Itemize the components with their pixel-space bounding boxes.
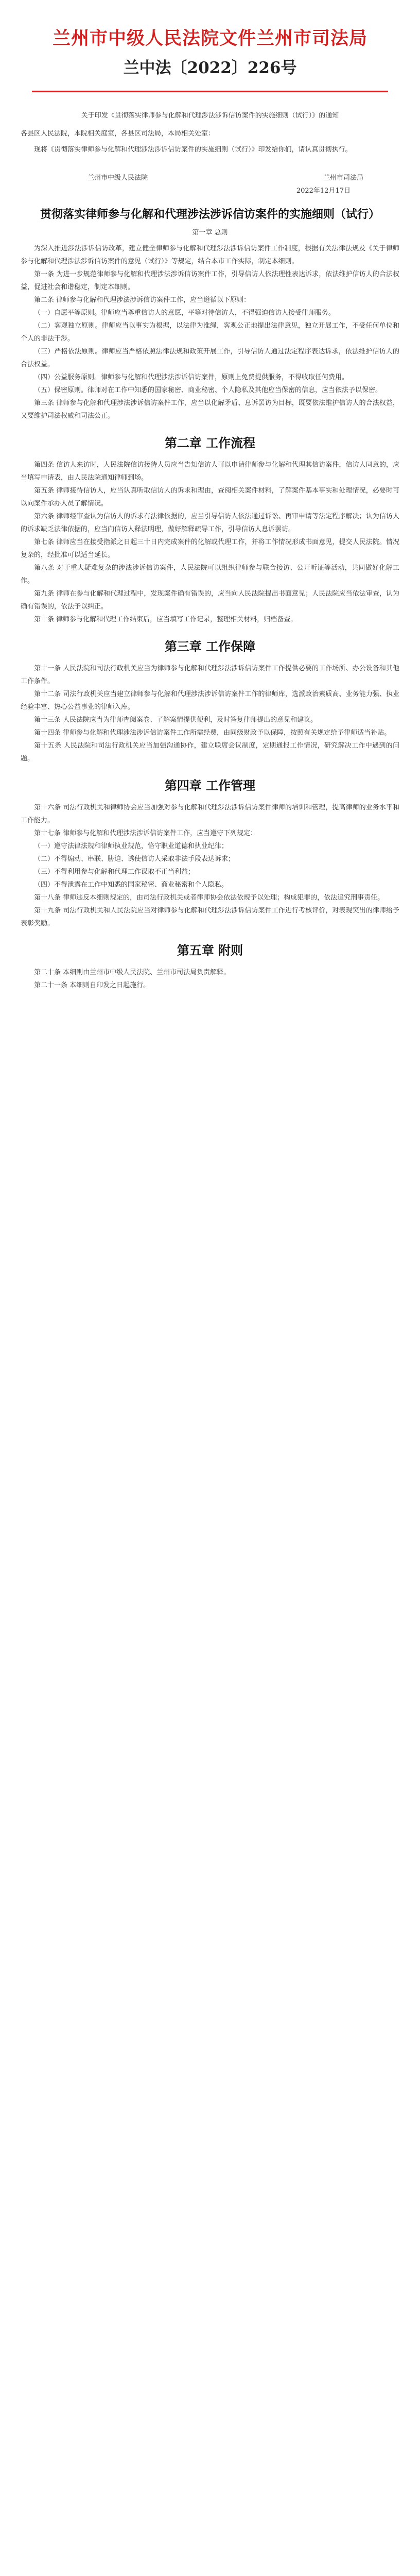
article-paragraph: 第二条 律师参与化解和代理涉法涉诉信访案件工作，应当遵循以下原则： xyxy=(34,296,251,304)
document-number: 兰中法〔2022〕226号 xyxy=(123,59,297,77)
article-paragraph: 为深入推进涉法涉诉信访改革，建立健全律师参与化解和代理涉法涉诉信访案件工作制度，根据有关法律法规及《关于律师参与化解和代理涉法涉诉信访案件的意见（试行）》等规定，结合本市工作实际，制定本细则。 xyxy=(21,245,399,265)
article-paragraph: 第十四条 律师参与化解和代理涉法涉诉信访案件工作所需经费，由同级财政予以保障，按照有关规定给予律师适当补贴。 xyxy=(34,729,391,737)
article-paragraph: 第二十条 本细则由兰州市中级人民法院、兰州市司法局负责解释。 xyxy=(34,969,231,976)
article-paragraph: （四）不得泄露在工作中知悉的国家秘密、商业秘密和个人隐私。 xyxy=(34,881,229,889)
article-paragraph: 第二十一条 本细则自印发之日起施行。 xyxy=(34,981,150,989)
article-paragraph: （三）不得利用参与化解和代理工作谋取不正当利益； xyxy=(34,868,195,876)
article-paragraph: 第五条 律师接待信访人，应当认真听取信访人的诉求和理由，查阅相关案件材料，了解案件基本事实和处理情况，必要时可以向案件承办人员了解情况。 xyxy=(21,487,399,507)
chapter-heading: 第五章 附则 xyxy=(177,943,243,958)
notice-intro: 现将《贯彻落实律师参与化解和代理涉法涉诉信访案件的实施细则（试行）》印发给你们，请认真贯彻执行。 xyxy=(34,146,352,154)
article-paragraph: 第六条 律师经审查认为信访人的诉求有法律依据的，应当引导信访人依法通过诉讼、再审申请等法定程序解决；认为信访人的诉求缺乏法律依据的，应当向信访人释法明理，做好解释疏导工作，引导信访人息诉罢访。 xyxy=(21,513,399,533)
article-paragraph: （二）客观独立原则。律师应当以事实为根据，以法律为准绳，客观公正地提出法律意见，独立开展工作，不受任何单位和个人的非法干涉。 xyxy=(21,322,399,343)
document-body xyxy=(21,106,399,992)
article-paragraph: （三）严格依法原则。律师应当严格依照法律法规和政策开展工作，引导信访人通过法定程序表达诉求，依法维护信访人的合法权益。 xyxy=(21,348,399,368)
article-paragraph: 第十三条 人民法院应当为律师查阅案卷、了解案情提供便利，及时答复律师提出的意见和建议。 xyxy=(34,716,318,724)
document-header xyxy=(0,27,420,78)
article-paragraph: （一）遵守法律法规和律师执业规范，恪守职业道德和执业纪律； xyxy=(34,842,229,850)
signature-court: 兰州市中级人民法院 xyxy=(87,174,148,182)
rules-title: 贯彻落实律师参与化解和代理涉法涉诉信访案件的实施细则（试行） xyxy=(40,208,380,221)
chapters-container xyxy=(21,226,399,992)
chapter-heading: 第三章 工作保障 xyxy=(164,639,256,654)
article-paragraph: 第十八条 律师违反本细则规定的，由司法行政机关或者律师协会依法依规予以处理；构成犯罪的，依法追究刑事责任。 xyxy=(34,894,384,902)
article-paragraph: 第一条 为进一步规范律师参与化解和代理涉法涉诉信访案件工作，引导信访人依法理性表达诉求，依法维护信访人的合法权益，促进社会和谐稳定，制定本细则。 xyxy=(21,270,399,291)
article-paragraph: 第四条 信访人来访时，人民法院信访接待人员应当告知信访人可以申请律师参与化解和代理其信访案件，信访人同意的，应当填写申请表，由人民法院通知律师到场。 xyxy=(21,461,399,482)
chapter-heading: 第四章 工作管理 xyxy=(164,778,256,793)
chapter-heading: 第二章 工作流程 xyxy=(164,435,256,450)
article-paragraph: 第十条 律师参与化解和代理工作结束后，应当填写工作记录，整理相关材料，归档备查。 xyxy=(34,616,297,623)
red-divider xyxy=(32,91,388,92)
addressee: 各县区人民法院，本院相关庭室，各县区司法局，本局相关处室： xyxy=(21,130,215,138)
article-paragraph: 第十五条 人民法院和司法行政机关应当加强沟通协作，建立联席会议制度，定期通报工作情况，研究解决工作中遇到的问题。 xyxy=(21,742,399,762)
article-paragraph: 第十二条 司法行政机关应当建立律师参与化解和代理涉法涉诉信访案件工作的律师库，选派政治素质高、业务能力强、执业经验丰富、热心公益事业的律师入库。 xyxy=(21,690,399,711)
article-paragraph: （一）自愿平等原则。律师应当尊重信访人的意愿，平等对待信访人，不得强迫信访人接受律师服务。 xyxy=(34,309,336,317)
signatures xyxy=(21,172,399,184)
article-paragraph: 第十九条 司法行政机关和人民法院应当对律师参与化解和代理涉法涉诉信访案件工作进行考核评价，对表现突出的律师给予表彰奖励。 xyxy=(21,907,399,927)
article-paragraph: 第三条 律师参与化解和代理涉法涉诉信访案件工作，应当以化解矛盾、息诉罢访为目标，既要依法维护信访人的合法权益，又要维护司法权威和司法公正。 xyxy=(21,399,399,420)
article-paragraph: 第十七条 律师参与化解和代理涉法涉诉信访案件工作，应当遵守下列规定： xyxy=(34,829,257,837)
article-paragraph: 第十六条 司法行政机关和律师协会应当加强对参与化解和代理涉法涉诉信访案件律师的培训和管理，提高律师的业务水平和工作能力。 xyxy=(21,804,399,824)
signature-bureau: 兰州市司法局 xyxy=(323,174,363,182)
issuer-title: 兰州市中级人民法院文件兰州市司法局 xyxy=(52,28,367,49)
article-paragraph: （五）保密原则。律师对在工作中知悉的国家秘密、商业秘密、个人隐私及其他应当保密的信息，应当依法予以保密。 xyxy=(34,386,382,394)
article-paragraph: 第九条 律师在参与化解和代理过程中，发现案件确有错误的，应当向人民法院提出书面意见；人民法院应当依法审查，认为确有错误的，依法予以纠正。 xyxy=(21,590,399,611)
chapter-heading: 第一章 总则 xyxy=(192,229,228,236)
issue-date: 2022年12月17日 xyxy=(296,187,351,195)
article-paragraph: （四）公益服务原则。律师参与化解和代理涉法涉诉信访案件，原则上免费提供服务，不得收取任何费用。 xyxy=(34,374,349,381)
article-paragraph: （二）不得煽动、串联、胁迫、诱使信访人采取非法手段表达诉求； xyxy=(34,855,235,863)
notice-title: 关于印发《贯彻落实律师参与化解和代理涉法涉诉信访案件的实施细则（试行）》的通知 xyxy=(81,112,339,120)
article-paragraph: 第七条 律师应当在接受指派之日起三十日内完成案件的化解或代理工作，并将工作情况形成书面意见，提交人民法院。情况复杂的，经批准可以适当延长。 xyxy=(21,538,399,559)
article-paragraph: 第十一条 人民法院和司法行政机关应当为律师参与化解和代理涉法涉诉信访案件工作提供必要的工作场所、办公设备和其他工作条件。 xyxy=(21,665,399,685)
article-paragraph: 第八条 对于重大疑难复杂的涉法涉诉信访案件，人民法院可以组织律师参与联合接访、公开听证等活动，共同做好化解工作。 xyxy=(21,564,399,585)
